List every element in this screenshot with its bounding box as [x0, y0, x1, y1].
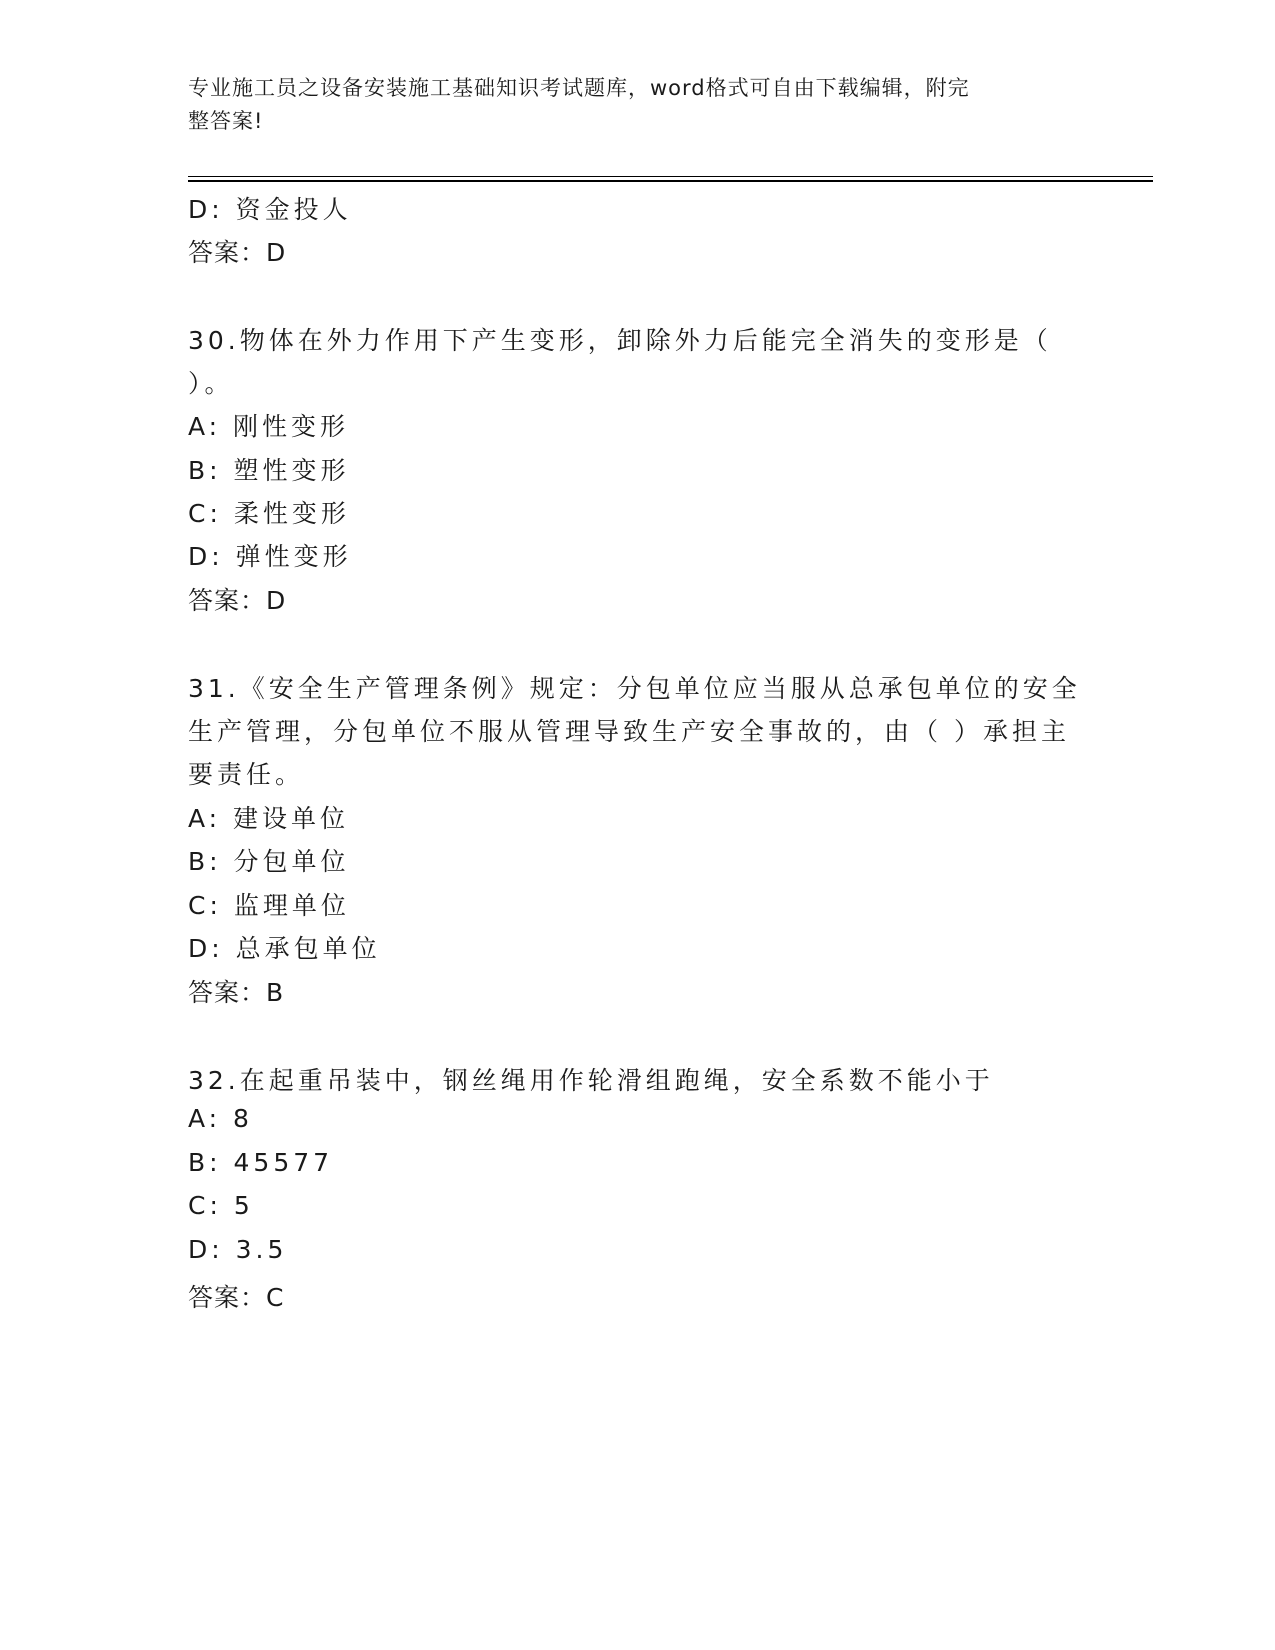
q30-option-b: B: 塑性变形: [188, 456, 350, 485]
q31-option-a: A: 建设单位: [188, 804, 350, 833]
q31-text-line-2: 生产管理，分包单位不服从管理导致生产安全事故的，由（ ）承担主: [188, 717, 1070, 746]
q30-option-c: C: 柔性变形: [188, 499, 350, 528]
q32-option-a: A: 8: [188, 1104, 253, 1133]
prev-answer: 答案：D: [188, 238, 287, 267]
header-rule-thin: [188, 176, 1153, 177]
q30-answer: 答案：D: [188, 586, 287, 615]
q32-text-line-1: 32.在起重吊装中，钢丝绳用作轮滑组跑绳，安全系数不能小于: [188, 1066, 994, 1095]
q31-text-line-3: 要责任。: [188, 760, 305, 789]
q31-option-c: C: 监理单位: [188, 891, 350, 920]
q31-text-line-1: 31.《安全生产管理条例》规定：分包单位应当服从总承包单位的安全: [188, 674, 1081, 703]
q30-option-a: A: 刚性变形: [188, 412, 350, 441]
q32-option-d: D: 3.5: [188, 1235, 288, 1264]
q31-option-b: B: 分包单位: [188, 847, 350, 876]
header-rule-thick: [188, 180, 1153, 182]
q30-text-line-1: 30.物体在外力作用下产生变形，卸除外力后能完全消失的变形是（: [188, 326, 1052, 355]
header-line-1: 专业施工员之设备安装施工基础知识考试题库，word格式可自由下载编辑，附完: [188, 76, 970, 100]
q32-option-b: B: 45577: [188, 1148, 334, 1177]
prev-option-d: D: 资金投人: [188, 195, 352, 224]
q31-option-d: D: 总承包单位: [188, 934, 381, 963]
q32-answer: 答案：C: [188, 1283, 285, 1312]
q30-option-d: D: 弹性变形: [188, 542, 352, 571]
q30-text-line-2: ）。: [188, 369, 234, 398]
q31-answer: 答案：B: [188, 978, 285, 1007]
header-line-2: 整答案!: [188, 109, 264, 133]
document-header: [188, 72, 1068, 138]
q32-option-c: C: 5: [188, 1191, 254, 1220]
